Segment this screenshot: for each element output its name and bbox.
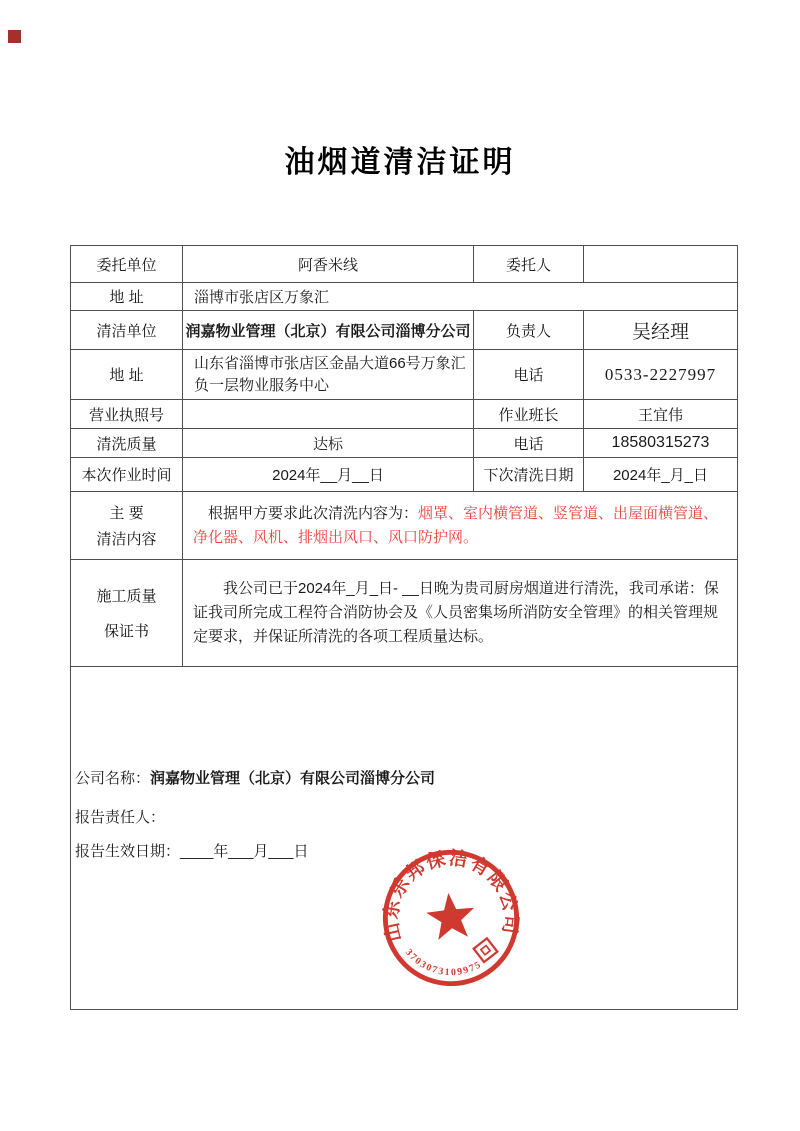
table-row — [71, 311, 738, 350]
value-phone-2: 18580315273 — [584, 429, 738, 458]
label-next-cleaning-date: 下次清洗日期 — [474, 458, 584, 492]
value-crew-leader: 王宜伟 — [584, 400, 738, 429]
seal-company-arc-text: 山东乐邦保洁有限公司 — [380, 847, 522, 944]
value-current-work-date: 2024年__月__日 — [183, 458, 474, 492]
label-cleaning-unit: 清洁单位 — [71, 311, 183, 350]
table-row — [71, 350, 738, 400]
table-row — [71, 492, 738, 560]
company-name-value: 润嘉物业管理（北京）有限公司淄博分公司 — [150, 770, 436, 787]
label-entrusting-person: 委托人 — [474, 246, 584, 283]
label-phone-1: 电话 — [474, 350, 584, 400]
value-license-number — [183, 400, 474, 429]
value-quality-guarantee: 我公司已于2024年_月_日- __日晚为贵司厨房烟道进行清洗，我司承诺：保证我司所完成工程符合消防协会及《人员密集场所消防安全管理》的相关管理规定要求，并保证所清洗的各项工程质量达标。 — [183, 560, 738, 667]
value-entrusting-unit: 阿香米线 — [183, 246, 474, 283]
responsible-person-line: 报告责任人： — [75, 809, 166, 826]
signature-cell — [71, 667, 738, 1010]
value-responsible-person: 吴经理 — [584, 311, 738, 350]
label-phone-2: 电话 — [474, 429, 584, 458]
value-address-2: 山东省淄博市张店区金晶大道66号万象汇负一层物业服务中心 — [183, 350, 474, 400]
label-main-line2: 清洁内容 — [96, 531, 157, 548]
label-address-2: 地 址 — [71, 350, 183, 400]
value-entrusting-person — [584, 246, 738, 283]
company-seal — [369, 836, 534, 1001]
company-name-line — [75, 767, 729, 788]
table-row — [71, 283, 738, 311]
certificate-table — [70, 245, 738, 1010]
label-entrusting-unit: 委托单位 — [71, 246, 183, 283]
table-row — [71, 560, 738, 667]
label-main-cleaning-content — [71, 492, 183, 560]
label-crew-leader: 作业班长 — [474, 400, 584, 429]
cleaning-content-red-list: 烟罩、室内横管道、竖管道、出屋面横管道、净化器、风机、排烟出风口、风口防护网。 — [193, 504, 719, 546]
table-row — [71, 458, 738, 492]
label-main-line1: 主 要 — [109, 505, 144, 522]
effective-date-label: 报告生效日期： — [75, 843, 181, 860]
label-guarantee-line1: 施工质量 — [96, 588, 157, 605]
label-responsible-person: 负责人 — [474, 311, 584, 350]
seal-star-icon — [424, 890, 477, 941]
corner-red-marker — [8, 30, 21, 43]
seal-number-arc-text: 3703073109975 — [402, 947, 484, 979]
label-current-work-date: 本次作业时间 — [71, 458, 183, 492]
value-cleaning-unit: 润嘉物业管理（北京）有限公司淄博分公司 — [183, 311, 474, 350]
table-row — [71, 667, 738, 1010]
value-next-cleaning-date: 2024年_月_日 — [584, 458, 738, 492]
cleaning-content-prefix: 根据甲方要求此次清洗内容为： — [208, 504, 419, 522]
table-row — [71, 400, 738, 429]
table-row — [71, 429, 738, 458]
label-address-1: 地 址 — [71, 283, 183, 311]
label-license-number: 营业执照号 — [71, 400, 183, 429]
table-row — [71, 246, 738, 283]
value-main-cleaning-content — [183, 492, 738, 560]
value-cleaning-quality: 达标 — [183, 429, 474, 458]
value-phone-1: 0533-2227997 — [584, 350, 738, 400]
company-name-label: 公司名称： — [75, 770, 151, 787]
value-address-1: 淄博市张店区万象汇 — [183, 283, 738, 311]
page-title: 油烟道清洁证明 — [284, 146, 516, 179]
label-guarantee-line2: 保证书 — [103, 623, 149, 640]
seal-anticounterfeit-mark — [474, 938, 498, 962]
label-cleaning-quality: 清洗质量 — [71, 429, 183, 458]
effective-date-blanks: ____年___月___日 — [180, 843, 309, 860]
label-quality-guarantee — [71, 560, 183, 667]
